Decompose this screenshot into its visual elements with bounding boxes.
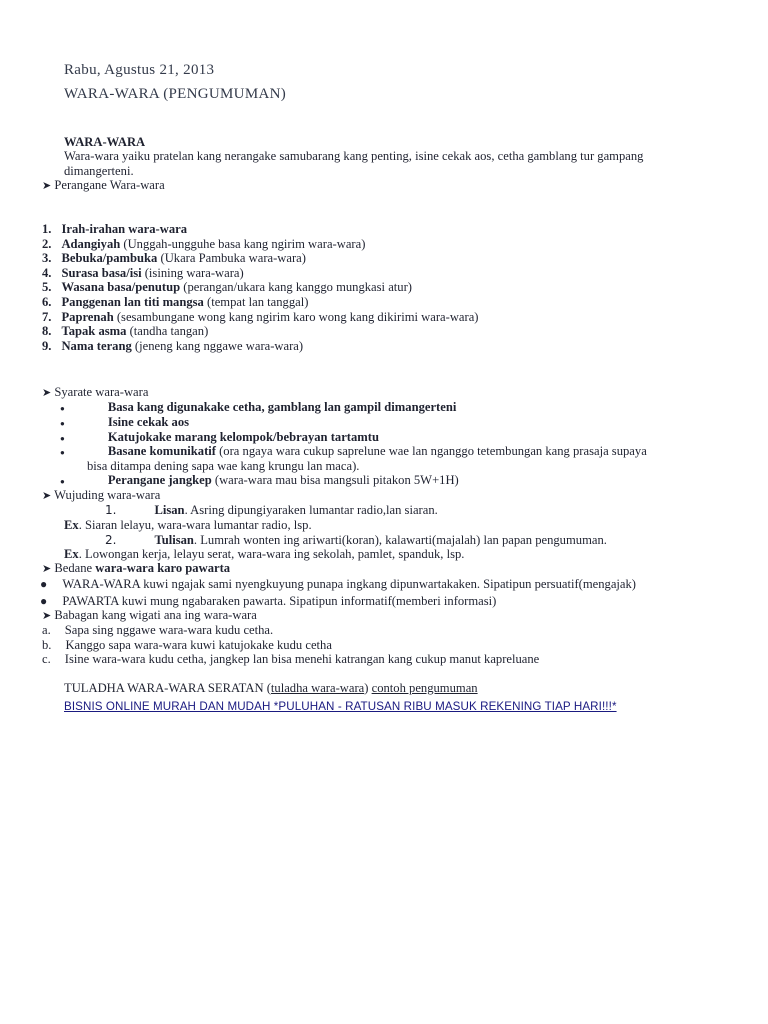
syarate-heading: ➤ Syarate wara-wara <box>42 385 149 399</box>
wujuding-heading: ➤ Wujuding wara-wara <box>42 488 161 502</box>
bedane-heading: ➤ Bedane wara-wara karo pawarta <box>42 561 231 575</box>
intro-heading: WARA-WARA <box>64 135 146 149</box>
perangane-item: 6. Panggenan lan titi mangsa (tempat lan tanggal) <box>42 295 309 309</box>
arrow-bullet-icon: ➤ <box>42 387 52 399</box>
perangane-heading: ➤ Perangane Wara-wara <box>42 178 165 192</box>
perangane-item: 4. Surasa basa/isi (isining wara-wara) <box>42 265 244 280</box>
syarate-item: ● Basane komunikatif (ora ngaya wara cukup saprelune wae lan nganggo tetembungan kang prasaja supaya <box>60 444 647 458</box>
arrow-bullet-icon: ➤ <box>42 610 52 622</box>
post-date: Rabu, Agustus 21, 2013 <box>64 62 215 78</box>
bullet-icon: ● <box>40 577 48 591</box>
babagan-item: a. Sapa sing nggawe wara-wara kudu cetha. <box>42 623 274 637</box>
bullet-icon: ● <box>60 404 65 413</box>
bedane-item-wara-wara: ● WARA-WARA kuwi ngajak sami nyengkuyung punapa ingkang dipunwartakaken. Sipatipun persuatif(mengajak) <box>40 577 636 591</box>
perangane-item: 5. Wasana basa/penutup (perangan/ukara kang kanggo mungkasi atur) <box>42 280 412 295</box>
wujuding-example-1: Ex. Siaran lelayu, wara-wara lumantar radio, lsp. <box>64 518 312 532</box>
post-title: WARA-WARA (PENGUMUMAN) <box>64 86 287 102</box>
wujuding-item-lisan: 1. Lisan. Asring dipungiyaraken lumantar radio,lan siaran. <box>105 503 438 517</box>
tuladha-link[interactable]: tuladha wara-wara <box>270 681 365 695</box>
wujuding-example-2: Ex. Lowongan kerja, lelayu serat, wara-wara ing sekolah, pamlet, spanduk, lsp. <box>64 547 465 561</box>
bullet-icon: ● <box>60 434 65 443</box>
perangane-item: 1. Irah-irahan wara-wara <box>42 222 188 236</box>
intro-line-1: Wara-wara yaiku pratelan kang nerangake samubarang kang penting, isine cekak aos, cetha gamblang tur gampang <box>64 149 644 163</box>
perangane-item: 3. Bebuka/pambuka (Ukara Pambuka wara-wara) <box>42 251 306 266</box>
bisnis-online-link[interactable]: BISNIS ONLINE MURAH DAN MUDAH *PULUHAN - RATUSAN RIBU MASUK REKENING TIAP HARI!!!* <box>64 700 617 713</box>
perangane-item: 8. Tapak asma (tandha tangan) <box>42 324 209 339</box>
wujuding-item-tulisan: 2. Tulisan. Lumrah wonten ing ariwarti(koran), kalawarti(majalah) lan papan pengumuman. <box>105 533 607 547</box>
syarate-item: ● Perangane jangkep (wara-wara mau bisa mangsuli pitakon 5W+1H) <box>60 473 459 487</box>
bedane-item-pawarta: ● PAWARTA kuwi mung ngabaraken pawarta. Sipatipun informatif(memberi informasi) <box>40 594 497 608</box>
syarate-item: ● Katujokake marang kelompok/bebrayan tartamtu <box>60 430 379 444</box>
intro-line-2: dimangerteni. <box>64 164 134 178</box>
arrow-bullet-icon: ➤ <box>42 490 52 502</box>
bullet-icon: ● <box>40 594 48 608</box>
perangane-item: 9. Nama terang (jeneng kang nggawe wara-wara) <box>42 338 304 353</box>
perangane-item: 2. Adangiyah (Unggah-ungguhe basa kang ngirim wara-wara) <box>42 236 366 251</box>
bullet-icon: ● <box>60 448 65 457</box>
tuladha-line: TULADHA WARA-WARA SERATAN (tuladha wara-wara) contoh pengumuman <box>64 681 478 695</box>
babagan-item: c. Isine wara-wara kudu cetha, jangkep lan bisa menehi katrangan kang cukup manut kapreluane <box>42 652 540 666</box>
syarate-continuation: bisa ditampa dening sapa wae kang krungu lan maca). <box>87 459 360 473</box>
arrow-bullet-icon: ➤ <box>42 180 52 192</box>
contoh-pengumuman-link[interactable]: contoh pengumuman <box>371 681 478 695</box>
perangane-item: 7. Paprenah (sesambungane wong kang ngirim karo wong kang dikirimi wara-wara) <box>42 309 479 324</box>
bullet-icon: ● <box>60 419 65 428</box>
syarate-item: ● Basa kang digunakake cetha, gamblang lan gampil dimangerteni <box>60 400 457 414</box>
bullet-icon: ● <box>60 477 65 486</box>
babagan-item: b. Kanggo sapa wara-wara kuwi katujokake kudu cetha <box>42 638 332 652</box>
arrow-bullet-icon: ➤ <box>42 563 52 575</box>
babagan-heading: ➤ Babagan kang wigati ana ing wara-wara <box>42 608 257 622</box>
syarate-item: ● Isine cekak aos <box>60 415 190 429</box>
